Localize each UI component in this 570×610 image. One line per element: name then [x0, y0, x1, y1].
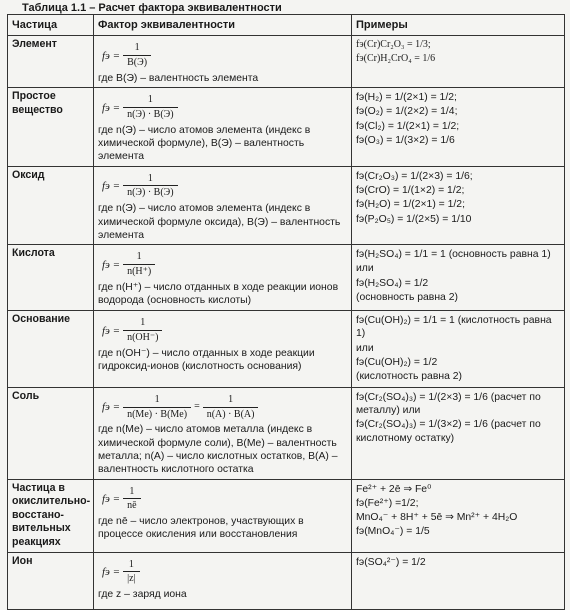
table-row: [8, 36, 565, 88]
factor-cell: [94, 245, 352, 311]
factor-formula: [102, 42, 347, 70]
particle-name: Ион: [8, 552, 94, 609]
factor-cell: [94, 552, 352, 609]
fraction-numerator: 1: [228, 393, 234, 405]
fraction-numerator: 1: [128, 558, 134, 570]
fraction-denominator: n(OH⁻): [123, 330, 162, 345]
factor-formula: [102, 173, 347, 201]
particle-name: Кислота: [8, 245, 94, 311]
example-line: fэ(H₂SO₄) = 1/1 = 1 (основность равна 1): [356, 249, 551, 261]
factor-description: где n(Э) – число атомов элемента (индекс в химической формуле оксида), B(Э) – валентность элемента: [98, 203, 341, 241]
fraction: [123, 251, 155, 279]
fraction: [203, 394, 259, 422]
example-line: fэ(H₂SO₄) = 1/2: [356, 277, 429, 289]
factor-description: где nē – число электронов, участвующих в процессе окисления или восстановления: [98, 516, 304, 541]
table-row: [8, 387, 565, 479]
factor-description: где n(Э) – число атомов элемента (индекс в химической формуле), B(Э) – валентность элемента: [98, 124, 311, 163]
example-line: fэ(H₂O) = 1/(2×1) = 1/2;: [356, 199, 465, 211]
factor-description: где n(Me) – число атомов металла (индекс в химической формуле соли), B(Me) – валентность металла; n(A) – число кислотных остатков, B(A) – валентность кислотного остатка: [98, 424, 338, 476]
example-line: (кислотность равна 2): [356, 371, 462, 383]
example-line: или: [356, 342, 374, 354]
factor-cell: [94, 166, 352, 245]
table-row: [8, 245, 565, 311]
table-row: [8, 166, 565, 245]
fraction: [123, 317, 162, 345]
fraction-numerator: 1: [154, 393, 160, 405]
examples-cell: [352, 552, 565, 609]
example-line: fэ(H₂) = 1/(2×1) = 1/2;: [356, 92, 457, 104]
examples-cell: [352, 88, 565, 167]
factor-cell: [94, 36, 352, 88]
examples-cell: [352, 36, 565, 88]
example-line: или: [356, 263, 374, 275]
examples-cell: [352, 245, 565, 311]
fraction-numerator: 1: [140, 317, 146, 329]
examples-cell: [352, 311, 565, 388]
factor-cell: [94, 479, 352, 552]
fraction-denominator: n(H⁺): [123, 264, 155, 279]
table-title: Таблица 1.1 – Расчет фактора эквивалентности: [22, 2, 282, 14]
factor-formula: [102, 394, 347, 422]
example-line: fэ(CrO) = 1/(1×2) = 1/2;: [356, 184, 465, 196]
example-line: fэ(Cu(OH)₂) = 1/2: [356, 357, 438, 369]
factor-description: где n(OH⁻) – число отданных в ходе реакции гидроксид-ионов (кислотность основания): [98, 347, 315, 373]
fraction: [123, 394, 191, 422]
factor-cell: [94, 311, 352, 388]
factor-description: где B(Э) – валентность элемента: [98, 72, 259, 84]
example-line: fэ(Cr₂(SO₄)₃) = 1/(3×2) = 1/6 (расчет по кислотному остатку): [356, 419, 541, 444]
fraction-denominator: B(Э): [123, 55, 151, 70]
header-particle: Частица: [8, 15, 94, 36]
example-line: fэ(P₂O₅) = 1/(2×5) = 1/10: [356, 213, 472, 225]
example-line: MnO₄⁻ + 8H⁺ + 5ē ⇒ Mn²⁺ + 4H₂O: [356, 512, 518, 524]
example-line: fэ(Cu(OH)₂) = 1/1 = 1 (кислотность равна 1): [356, 315, 552, 340]
factor-cell: [94, 387, 352, 479]
fraction: [123, 559, 139, 587]
factor-description: где z – заряд иона: [98, 589, 187, 601]
factor-description: где n(H⁺) – число отданных в ходе реакции ионов водорода (основность кислоты): [98, 281, 339, 307]
examples-cell: [352, 166, 565, 245]
fe-symbol: fэ =: [102, 180, 121, 193]
particle-name: Элемент: [8, 36, 94, 88]
fe-symbol: fэ =: [102, 493, 121, 506]
example-line: fэ(O₂) = 1/(2×2) = 1/4;: [356, 106, 458, 118]
fraction-numerator: 1: [147, 94, 153, 106]
factor-formula: [102, 317, 347, 345]
header-factor: Фактор эквивалентности: [94, 15, 352, 36]
fraction-numerator: 1: [147, 172, 153, 184]
fraction: [123, 94, 178, 122]
table-row: [8, 479, 565, 552]
particle-name: Оксид: [8, 166, 94, 245]
example-line: fэ(Cr₂O₃) = 1/(2×3) = 1/6;: [356, 170, 473, 182]
fe-symbol: fэ =: [102, 401, 121, 414]
fraction-denominator: n(Me) · B(Me): [123, 407, 191, 422]
fraction-denominator: nē: [123, 498, 140, 513]
fraction-denominator: n(Э) · B(Э): [123, 185, 178, 200]
particle-name: Простое вещество: [8, 88, 94, 167]
fe-symbol: fэ =: [102, 258, 121, 271]
fraction-numerator: 1: [129, 485, 135, 497]
fe-symbol: fэ =: [102, 49, 121, 62]
example-line: fэ(Cr₂(SO₄)₃) = 1/(2×3) = 1/6 (расчет по металлу) или: [356, 391, 541, 417]
particle-name: Частица в окислительно-восстано-вительных реакциях: [8, 479, 94, 552]
example-line: fэ(Fe²⁺) =1/2;: [356, 497, 419, 509]
equals-sign: =: [194, 401, 200, 413]
fraction: [123, 42, 151, 70]
particle-name: Основание: [8, 311, 94, 388]
header-examples: Примеры: [352, 15, 565, 36]
table-row: [8, 88, 565, 167]
examples-cell: [352, 387, 565, 479]
fe-symbol: fэ =: [102, 324, 121, 337]
example-line: fэ(Cr)H₂CrO₄ = 1/6: [356, 52, 436, 64]
header-row: [8, 15, 565, 36]
fraction-denominator: n(A) · B(A): [203, 407, 259, 422]
example-line: Fe²⁺ + 2ē ⇒ Fe⁰: [356, 483, 432, 495]
factor-formula: [102, 251, 347, 279]
fraction-denominator: n(Э) · B(Э): [123, 107, 178, 122]
examples-cell: [352, 479, 565, 552]
factor-formula: [102, 559, 347, 587]
equivalence-factor-table: [7, 14, 565, 610]
fraction-numerator: 1: [136, 251, 142, 263]
factor-formula: [102, 94, 347, 122]
example-line: fэ(Cr)Cr₂O₃ = 1/3;: [356, 39, 431, 51]
example-line: (основность равна 2): [356, 292, 458, 304]
fraction: [123, 173, 178, 201]
table-row: [8, 552, 565, 609]
fraction-numerator: 1: [134, 42, 140, 54]
example-line: fэ(MnO₄⁻) = 1/5: [356, 526, 430, 538]
fraction-denominator: |z|: [123, 571, 139, 586]
example-line: fэ(SO₄²⁻) = 1/2: [356, 556, 426, 568]
fe-symbol: fэ =: [102, 101, 121, 114]
example-line: fэ(O₃) = 1/(3×2) = 1/6: [356, 135, 455, 147]
example-line: fэ(Cl₂) = 1/(2×1) = 1/2;: [356, 120, 460, 132]
particle-name: Соль: [8, 387, 94, 479]
fraction: [123, 486, 140, 514]
factor-cell: [94, 88, 352, 167]
factor-formula: [102, 486, 347, 514]
fe-symbol: fэ =: [102, 566, 121, 579]
table-row: [8, 311, 565, 388]
